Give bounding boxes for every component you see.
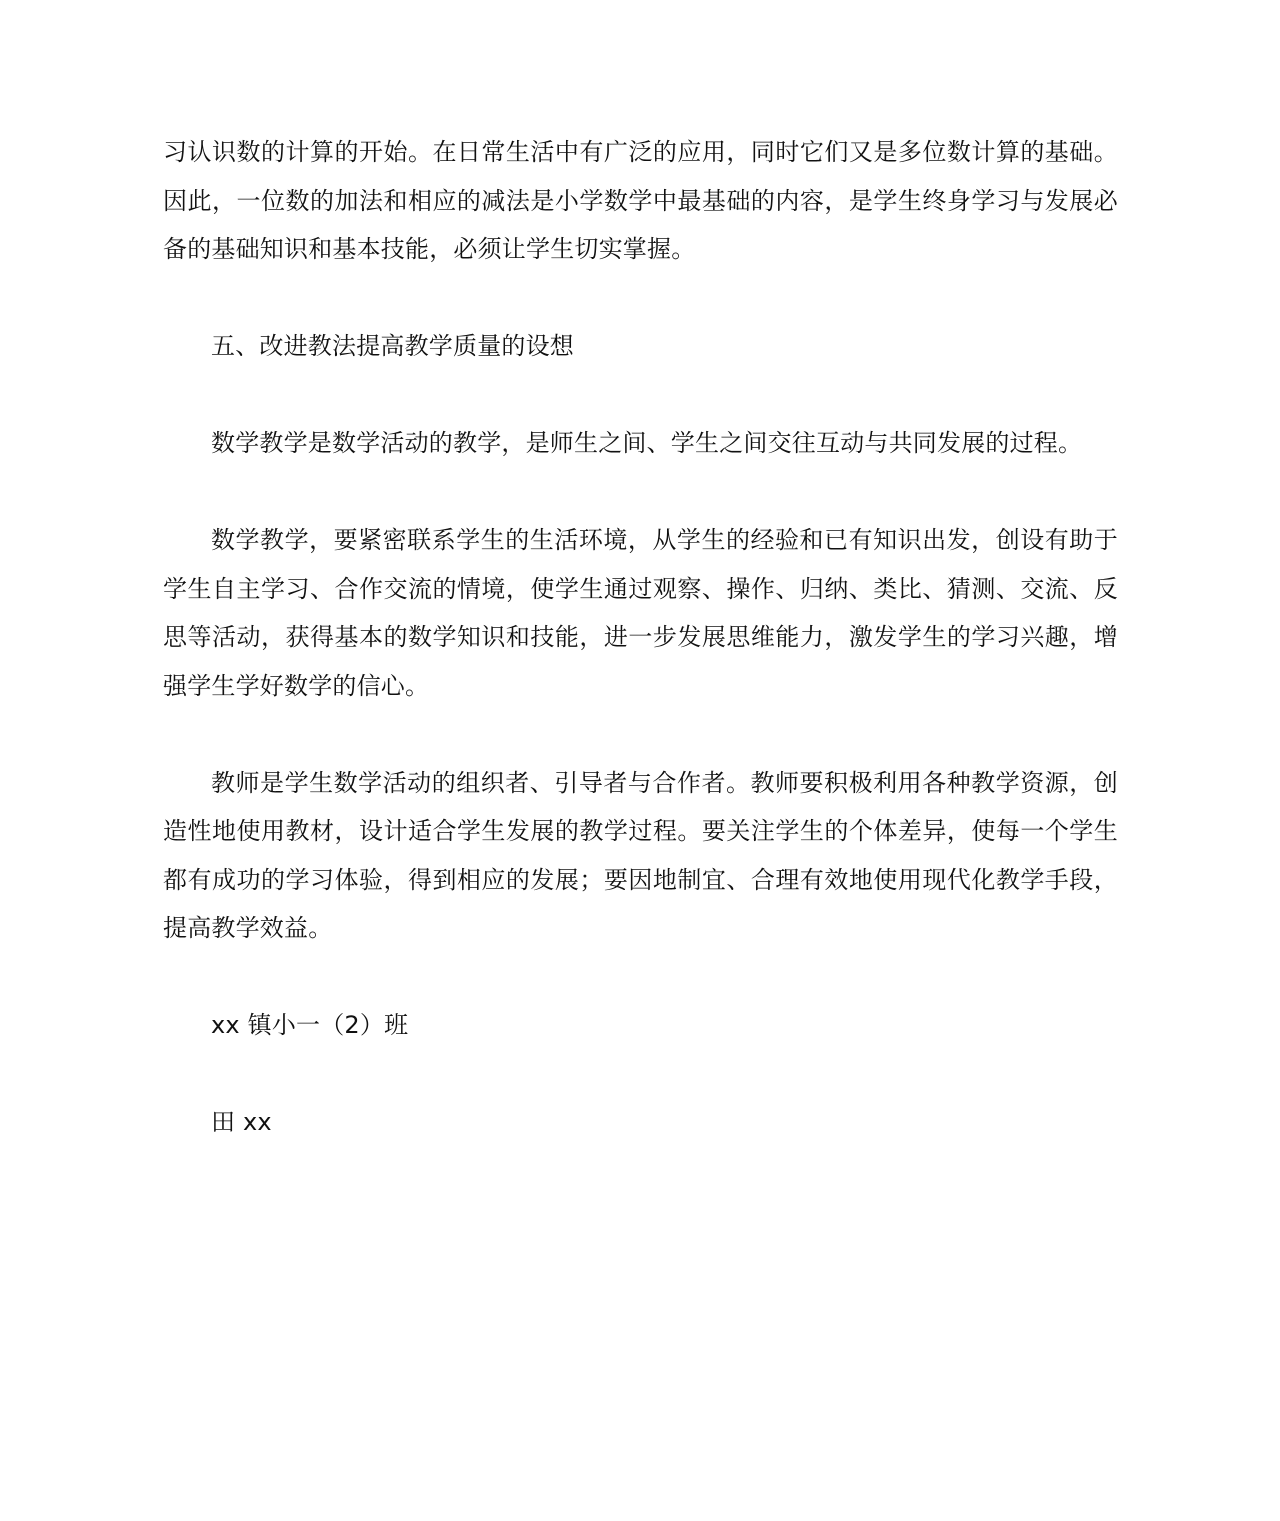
author-signature: 田 xx xyxy=(211,1108,272,1136)
text-line: 数学教学，要紧密联系学生的生活环境，从学生的经验和已有知识出发，创设有助于 xyxy=(211,526,1118,554)
paragraph-continuation xyxy=(163,128,1118,274)
section-heading-5: 五、改进教法提高教学质量的设想 xyxy=(211,332,574,360)
paragraph-teacher-role xyxy=(163,759,1118,953)
text-line: 思等活动，获得基本的数学知识和技能，进一步发展思维能力，激发学生的学习兴趣，增 xyxy=(163,623,1118,651)
text-line: 学生自主学习、合作交流的情境，使学生通过观察、操作、归纳、类比、猜测、交流、反 xyxy=(163,574,1118,603)
text-line: 都有成功的学习体验，得到相应的发展；要因地制宜、合理有效地使用现代化教学手段， xyxy=(163,865,1118,894)
text-line: 强学生学好数学的信心。 xyxy=(163,671,430,700)
text-line: 教师是学生数学活动的组织者、引导者与合作者。教师要积极利用各种教学资源，创 xyxy=(211,768,1118,797)
text-line: 因此，一位数的加法和相应的减法是小学数学中最基础的内容，是学生终身学习与发展必 xyxy=(163,186,1118,215)
text-line: 造性地使用教材，设计适合学生发展的教学过程。要关注学生的个体差异，使每一个学生 xyxy=(163,817,1118,845)
text-line: 提高教学效益。 xyxy=(163,914,333,942)
paragraph-teaching-approach xyxy=(163,516,1118,710)
text-line: 习认识数的计算的开始。在日常生活中有广泛的应用，同时它们又是多位数计算的基础。 xyxy=(163,138,1118,166)
document-page xyxy=(163,128,1118,1147)
text-line: 备的基础知识和基本技能，必须让学生切实掌握。 xyxy=(163,235,696,263)
school-class-signature: xx 镇小一（2）班 xyxy=(211,1011,409,1039)
paragraph-teaching-definition: 数学教学是数学活动的教学，是师生之间、学生之间交往互动与共同发展的过程。 xyxy=(211,429,1083,457)
